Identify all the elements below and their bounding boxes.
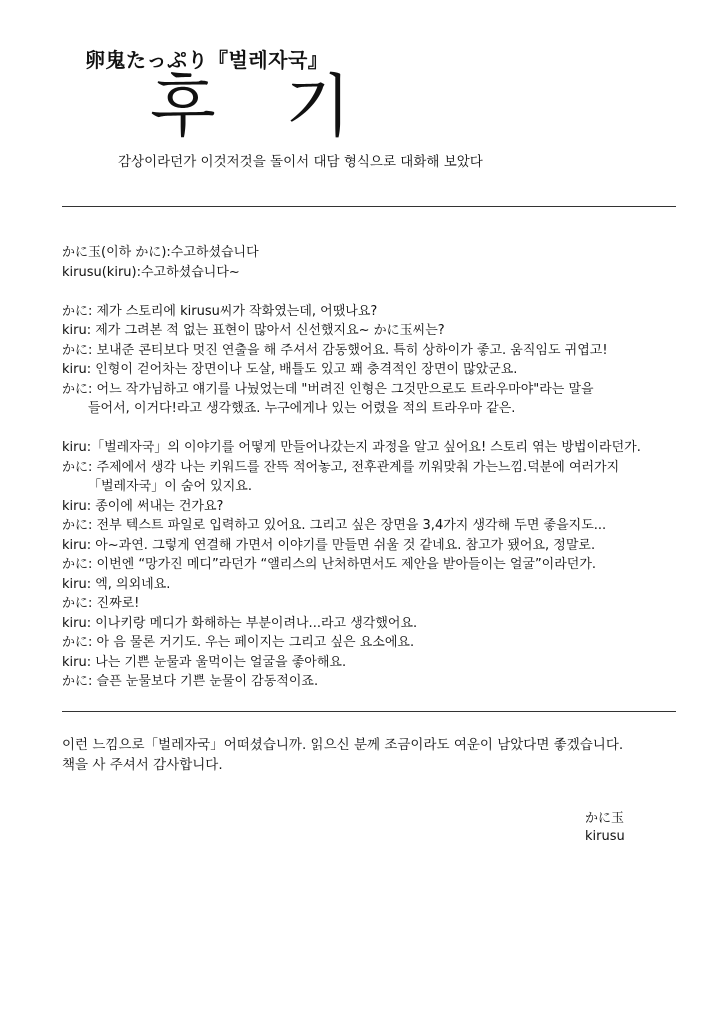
dialogue-line: かに: 아 음 물론 거기도. 우는 페이지는 그리고 싶은 요소에요.	[62, 635, 415, 650]
dialogue-line: かに: 보내준 콘티보다 멋진 연출을 해 주셔서 감동했어요. 특히 상하이가 좋고. 움직임도 귀엽고!	[62, 342, 608, 358]
dialogue-line: kiru: 인형이 걷어차는 장면이나 도살, 배틀도 있고 꽤 충격적인 장면이 많았군요.	[62, 362, 518, 377]
dialogue-line: 들어서, 이거다!라고 생각했죠. 누구에게나 있는 어렸을 적의 트라우마 같은.	[88, 401, 516, 416]
spacer	[62, 282, 692, 302]
dialogue-line: かに玉(이하 かに):수고하셨습니다	[62, 245, 259, 260]
signature	[585, 810, 625, 846]
circle-title: 卵鬼たっぷり『벌레자국』	[85, 48, 329, 72]
spacer	[62, 419, 692, 439]
dialogue-line: 「벌레자국」이 숨어 있지요.	[88, 479, 252, 494]
bottom-divider	[62, 711, 676, 712]
dialogue-line: kiru: 종이에 써내는 건가요?	[62, 498, 224, 514]
dialogue-line: kirusu(kiru):수고하셨습니다~	[62, 264, 240, 280]
dialogue-block	[62, 243, 692, 692]
page-title: 후 기	[150, 68, 375, 147]
top-divider	[62, 206, 676, 207]
dialogue-line: かに: 이번엔 “망가진 메디”라던가 “앨리스의 난처하면서도 제안을 받아들이는 얼굴”이라던가.	[62, 557, 597, 572]
dialogue-line: かに: 어느 작가님하고 얘기를 나눴었는데 "버려진 인형은 그것만으로도 트라우마야"라는 말을	[62, 381, 594, 397]
dialogue-line: かに: 진짜로!	[62, 596, 140, 611]
dialogue-line: かに: 전부 텍스트 파일로 입력하고 있어요. 그리고 싶은 장면을 3,4가지 생각해 두면 좋을지도...	[62, 518, 607, 533]
closing-line: 책을 사 주셔서 감사합니다.	[62, 757, 223, 773]
dialogue-line: kiru: 제가 그려본 적 없는 표현이 많아서 신선했지요~ かに玉씨는?	[62, 323, 445, 338]
subtitle: 감상이라던가 이것저것을 돌이서 대담 형식으로 대화해 보았다	[118, 154, 483, 170]
dialogue-line: かに: 주제에서 생각 나는 키워드를 잔뜩 적어놓고, 전후관계를 끼워맞춰 가는느낌.덕분에 여러가지	[62, 459, 620, 475]
dialogue-line: kiru: 나는 기쁜 눈물과 울먹이는 얼굴을 좋아해요.	[62, 654, 347, 670]
dialogue-line: kiru: 아~과연. 그렇게 연결해 가면서 이야기를 만들면 쉬울 것 같네요. 참고가 됐어요, 정말로.	[62, 537, 596, 553]
dialogue-line: kiru: 이나키랑 메디가 화해하는 부분이려나...라고 생각했어요.	[62, 615, 418, 631]
author-name: kirusu	[585, 829, 625, 844]
dialogue-line: kiru: 엑, 의외네요.	[62, 576, 171, 592]
dialogue-line: かに: 슬픈 눈물보다 기쁜 눈물이 감동적이죠.	[62, 674, 319, 689]
author-name: かに玉	[585, 811, 625, 826]
dialogue-line: かに: 제가 스토리에 kirusu씨가 작화였는데, 어땠나요?	[62, 303, 378, 319]
closing-message	[62, 735, 702, 775]
closing-line: 이런 느낌으로「벌레자국」어떠셨습니까. 읽으신 분께 조금이라도 여운이 남았다면 좋겠습니다.	[62, 737, 624, 753]
dialogue-line: kiru:「벌레자국」의 이야기를 어떻게 만들어나갔는지 과정을 알고 싶어요! 스토리 엮는 방법이라던가.	[62, 440, 641, 455]
